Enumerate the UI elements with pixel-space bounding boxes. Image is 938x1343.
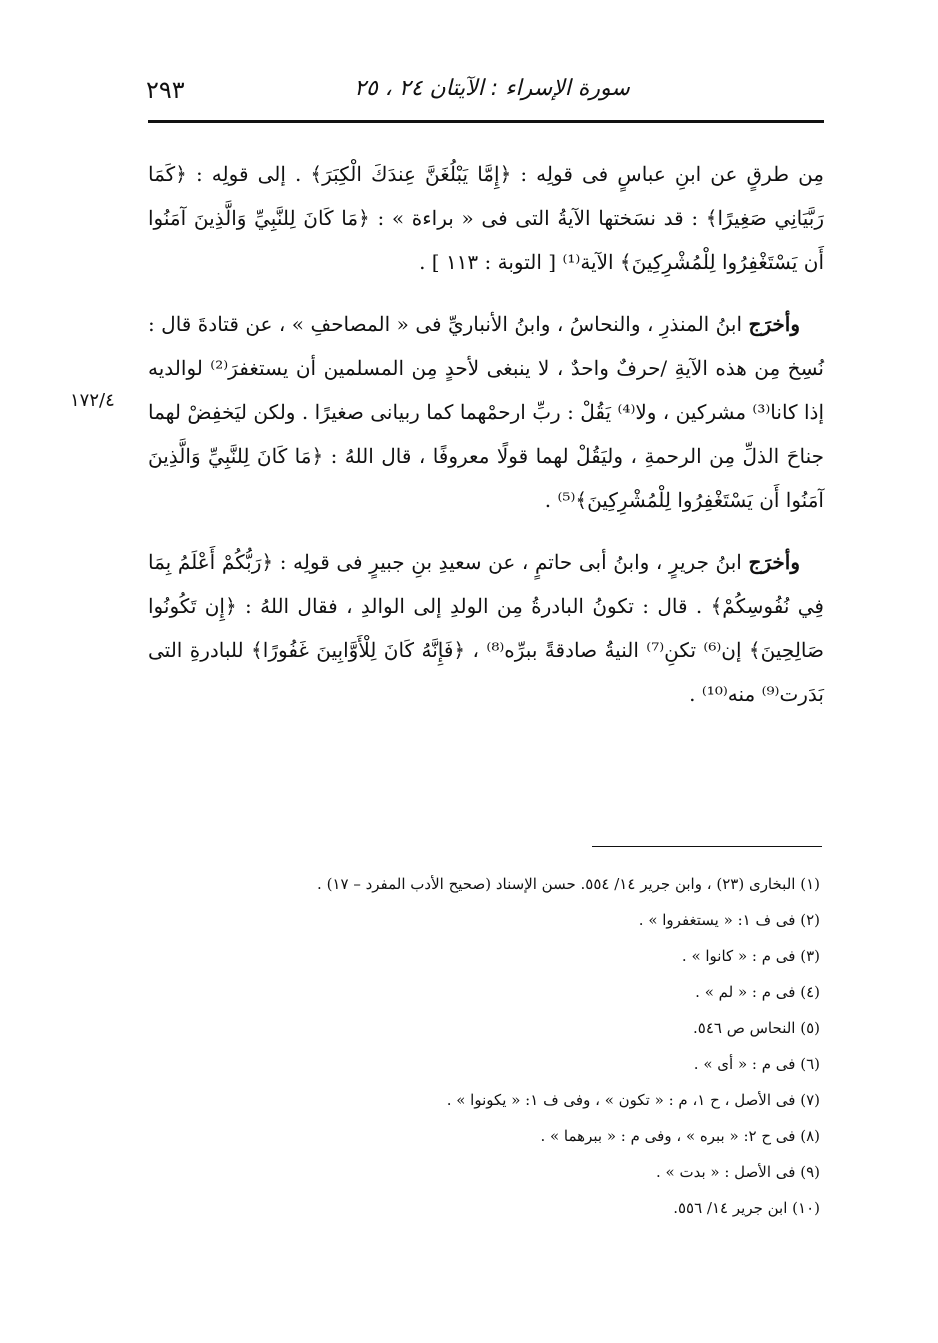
footnote-2: (٢) فى ف ١: « يستغفروا » . xyxy=(638,911,820,929)
footnote-5: (٥) النحاس ص ٥٤٦. xyxy=(693,1019,820,1037)
header-rule xyxy=(148,120,824,123)
footnote-10: (١٠) ابن جرير ١٤/ ٥٥٦. xyxy=(673,1199,820,1217)
footnote-7: (٧) فى الأصل ، ح ١، م : « تكون » ، وفى ف ١: « يكونوا » . xyxy=(446,1091,820,1109)
running-head: سورة الإسراء : الآيتان ٢٤ ، ٢٥ xyxy=(354,76,630,101)
paragraph-text: ابنُ جريرٍ ، وابنُ أبى حاتمٍ ، عن سعيدِ بنِ جبيرٍ فى قولِه : ﴿رَبُّكُمْ أَعْلَمُ بِمَا فِي نُفُوسِكُمْ﴾ . قال : تكونُ البادرةُ مِن الولدِ إلى الوالدِ ، فقال اللهُ : ﴿إِن تَكُونُوا صَالِحِينَ﴾ إن⁽⁶⁾ تكنِ⁽⁷⁾ النيةُ صادقةً ببرِّه⁽⁸⁾ ، ﴿فَإِنَّهُ كَانَ لِلْأَوَّابِينَ غَفُورًا﴾ للبادرةِ التى بَدَرت⁽⁹⁾ منه⁽¹⁰⁾ . xyxy=(148,550,824,706)
footnote-8: (٨) فى ح ٢: « ببره » ، وفى م : « ببرهما » . xyxy=(540,1127,820,1145)
paragraph-2 xyxy=(148,302,824,522)
paragraph-text: مِن طرقٍ عن ابنِ عباسٍ فى قولِه : ﴿إِمَّا يَبْلُغَنَّ عِندَكَ الْكِبَرَ﴾ . إلى قولِه : ﴿كَمَا رَبَّيَانِي صَغِيرًا﴾ : قد نسَختها الآيةُ التى فى « براءة » : ﴿مَا كَانَ لِلنَّبِيِّ وَالَّذِينَ آمَنُوا أَن يَسْتَغْفِرُوا لِلْمُشْرِكِينَ﴾ الآية⁽¹⁾ [ التوبة : ١١٣ ] . xyxy=(148,162,824,274)
main-text xyxy=(148,152,824,734)
margin-reference: ١٧٢/٤ xyxy=(70,390,115,411)
paragraph-lead: وأخرَج xyxy=(748,550,800,574)
footnote-9: (٩) فى الأصل : « بدت » . xyxy=(656,1163,820,1181)
footnote-4: (٤) فى م : « لم » . xyxy=(695,983,820,1001)
paragraph-1 xyxy=(148,152,824,284)
page-number: ٢٩٣ xyxy=(146,76,185,104)
footnotes xyxy=(148,866,820,1226)
footnote-3: (٣) فى م : « كانوا » . xyxy=(681,947,820,965)
footnote-6: (٦) فى م : « أى » . xyxy=(693,1055,820,1073)
paragraph-text: ابنُ المنذرِ ، والنحاسُ ، وابنُ الأنباريِّ فى « المصاحفِ » ، عن قتادةَ قال : نُسِخ مِن هذه الآيةِ /حرفٌ واحدٌ ، لا ينبغى لأحدٍ مِن المسلمين أن يستغفرَ⁽²⁾ لوالديه إذا كانا⁽³⁾ مشركين ، ولا⁽⁴⁾ يَقُلْ : ربِّ ارحمْهما كما ربيانى صغيرًا . ولكن ليَخفِضْ لهما جناحَ الذلِّ مِن الرحمةِ ، وليَقُلْ لهما قولًا معروفًا ، قال اللهُ : ﴿مَا كَانَ لِلنَّبِيِّ وَالَّذِينَ آمَنُوا أَن يَسْتَغْفِرُوا لِلْمُشْرِكِينَ﴾⁽⁵⁾ . xyxy=(148,312,824,512)
paragraph-lead: وأخرَج xyxy=(748,312,800,336)
footnote-1: (١) البخارى (٢٣) ، وابن جرير ١٤/ ٥٥٤. حسن الإسناد (صحيح الأدب المفرد – ١٧) . xyxy=(317,875,820,893)
footnote-rule xyxy=(592,846,822,847)
paragraph-3 xyxy=(148,540,824,716)
